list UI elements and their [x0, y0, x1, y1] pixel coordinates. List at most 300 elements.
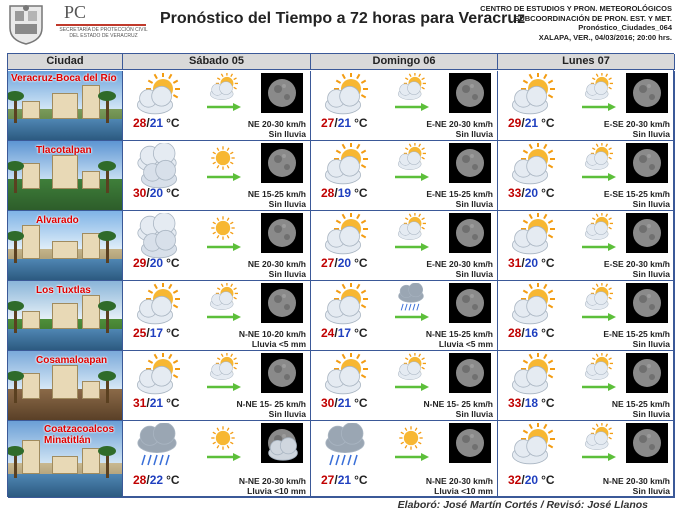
min-temperature: 17	[149, 326, 164, 340]
rain-cloud-icon	[321, 423, 369, 469]
temperature-unit: °C	[354, 186, 368, 200]
temperature-separator: /	[146, 256, 150, 270]
wind-forecast: E-NE 15-25 km/h	[603, 329, 670, 339]
max-temperature: 28	[133, 116, 147, 130]
temperature-unit: °C	[166, 256, 180, 270]
temperature-unit: °C	[166, 116, 180, 130]
city-photo-water	[8, 259, 122, 280]
rain-forecast: Sin lluvia	[455, 409, 493, 419]
wind-forecast: N-NE 20-30 km/h	[602, 476, 670, 486]
max-temperature: 29	[133, 256, 147, 270]
rain-forecast: Sin lluvia	[632, 269, 670, 279]
rain-forecast: Sin lluvia	[632, 409, 670, 419]
wind-direction-arrow-icon	[205, 103, 241, 111]
moon-phase	[261, 423, 303, 463]
moon-icon	[449, 353, 491, 393]
institution-line: Pronóstico_Ciudades_064	[578, 23, 672, 32]
temperature-separator: /	[334, 473, 338, 487]
wind-direction-arrow-icon	[205, 243, 241, 251]
city-photo-palm	[106, 452, 109, 478]
rain-forecast: Sin lluvia	[455, 269, 493, 279]
temperature-separator: /	[146, 396, 150, 410]
city-photo-building	[82, 85, 100, 119]
partly-cloudy-sun-icon	[393, 143, 429, 173]
city-photo-palm	[106, 307, 109, 333]
cloudy-icon	[133, 143, 181, 189]
moon-icon	[449, 283, 491, 323]
moon-icon	[626, 73, 668, 113]
city-photo-palm-fronds	[98, 301, 116, 311]
wind-direction-arrow-icon	[393, 103, 429, 111]
partly-cloudy-sun-icon	[321, 283, 369, 329]
min-temperature: 20	[149, 186, 164, 200]
forecast-cell	[498, 211, 675, 281]
max-temperature: 27	[321, 256, 335, 270]
min-temperature: 16	[524, 326, 539, 340]
forecast-cell	[123, 281, 311, 351]
min-temperature: 20	[524, 256, 539, 270]
forecast-cell	[123, 71, 311, 141]
forecast-cell	[498, 351, 675, 421]
moon-phase	[449, 73, 491, 113]
city-photo-building	[22, 373, 40, 399]
partly-cloudy-sun-icon	[205, 283, 241, 313]
max-temperature: 27	[321, 473, 335, 487]
institution-line: SUBCOORDINACIÓN DE PRON. EST. Y MET.	[514, 13, 672, 23]
max-temperature: 33	[508, 186, 522, 200]
moon-icon	[626, 143, 668, 183]
wind-direction-arrow-icon	[393, 383, 429, 391]
min-temperature: 20	[524, 186, 539, 200]
partly-cloudy-sun-icon	[393, 213, 429, 243]
partly-cloudy-sun-icon	[133, 73, 181, 119]
temperature-unit: °C	[541, 396, 555, 410]
wind-direction-arrow-icon	[205, 313, 241, 321]
moon-icon	[261, 73, 303, 113]
moon-cloud-icon	[261, 423, 303, 463]
rain-forecast: Sin lluvia	[455, 129, 493, 139]
wind-direction-arrow-icon	[393, 313, 429, 321]
city-photo-palm-fronds	[8, 161, 24, 171]
city-photo-building	[52, 155, 78, 189]
forecast-cell	[498, 281, 675, 351]
temperature	[508, 473, 555, 487]
partly-cloudy-sun-icon	[508, 423, 556, 469]
rain-forecast: Sin lluvia	[632, 199, 670, 209]
temperature	[133, 116, 180, 130]
city-name: Alvarado	[36, 215, 79, 226]
moon-phase	[449, 143, 491, 183]
wind-forecast: N-NE 15- 25 km/h	[423, 399, 493, 409]
temperature	[508, 256, 555, 270]
wind-direction-arrow-icon	[580, 173, 616, 181]
temperature	[508, 186, 555, 200]
rain-cloud-icon	[133, 423, 181, 469]
min-temperature: 20	[149, 256, 164, 270]
temperature	[321, 186, 368, 200]
partly-cloudy-sun-icon	[321, 353, 369, 399]
temperature-separator: /	[334, 116, 338, 130]
city-photo-building	[52, 365, 78, 399]
max-temperature: 31	[508, 256, 522, 270]
wind-forecast: E-NE 15-25 km/h	[426, 189, 493, 199]
max-temperature: 32	[508, 473, 522, 487]
moon-icon	[261, 353, 303, 393]
wind-forecast: E-SE 20-30 km/h	[603, 259, 670, 269]
max-temperature: 27	[321, 116, 335, 130]
temperature-separator: /	[146, 473, 150, 487]
temperature-unit: °C	[166, 326, 180, 340]
temperature	[508, 326, 555, 340]
moon-phase	[626, 353, 668, 393]
temperature-unit: °C	[166, 186, 180, 200]
city-photo-palm-fronds	[98, 371, 116, 381]
logo-pc-text: PC	[64, 2, 87, 22]
city-cell	[8, 141, 123, 211]
forecast-cell	[311, 351, 498, 421]
partly-cloudy-sun-icon	[205, 73, 241, 103]
max-temperature: 24	[321, 326, 335, 340]
rain-forecast: Lluvia <10 mm	[434, 486, 493, 496]
rain-forecast: Sin lluvia	[632, 129, 670, 139]
city-photo-palm	[14, 377, 17, 403]
wind-direction-arrow-icon	[393, 173, 429, 181]
wind-forecast: NE 15-25 km/h	[247, 189, 306, 199]
forecast-cell	[123, 421, 311, 498]
city-cell	[8, 211, 123, 281]
temperature	[321, 256, 368, 270]
temperature	[133, 473, 180, 487]
column-header-day: Domingo 06	[311, 54, 498, 70]
moon-phase	[449, 213, 491, 253]
wind-forecast: N-NE 20-30 km/h	[238, 476, 306, 486]
temperature	[508, 396, 555, 410]
temperature	[133, 396, 180, 410]
rain-forecast: Sin lluvia	[268, 199, 306, 209]
temperature-unit: °C	[354, 396, 368, 410]
moon-phase	[261, 73, 303, 113]
partly-cloudy-sun-icon	[580, 213, 616, 243]
max-temperature: 33	[508, 396, 522, 410]
min-temperature: 19	[337, 186, 352, 200]
city-photo-palm-fronds	[98, 161, 116, 171]
temperature-unit: °C	[354, 116, 368, 130]
temperature-unit: °C	[354, 473, 368, 487]
max-temperature: 31	[133, 396, 147, 410]
temperature-separator: /	[334, 396, 338, 410]
city-photo-building	[52, 93, 78, 119]
max-temperature: 29	[508, 116, 522, 130]
wind-forecast: E-SE 15-25 km/h	[603, 189, 670, 199]
temperature-separator: /	[521, 396, 525, 410]
city-photo-palm-fronds	[8, 371, 24, 381]
moon-phase	[626, 213, 668, 253]
wind-forecast: E-SE 20-30 km/h	[603, 119, 670, 129]
partly-cloudy-sun-icon	[321, 73, 369, 119]
city-photo-building	[52, 241, 78, 259]
moon-phase	[449, 283, 491, 323]
min-temperature: 21	[337, 396, 352, 410]
wind-forecast: E-NE 20-30 km/h	[426, 259, 493, 269]
temperature-separator: /	[521, 473, 525, 487]
city-photo-palm-fronds	[98, 231, 116, 241]
temperature-separator: /	[146, 186, 150, 200]
temperature-separator: /	[146, 116, 150, 130]
wind-forecast: N-NE 15- 25 km/h	[236, 399, 306, 409]
city-photo-building	[22, 225, 40, 259]
moon-icon	[626, 283, 668, 323]
partly-cloudy-sun-icon	[580, 353, 616, 383]
column-header-day: Sábado 05	[123, 54, 311, 70]
wind-forecast: E-NE 20-30 km/h	[426, 119, 493, 129]
city-photo-building	[52, 456, 78, 474]
institution-line: CENTRO DE ESTUDIOS Y PRON. METEOROLÓGICOS	[480, 4, 672, 13]
forecast-cell	[311, 211, 498, 281]
wind-direction-arrow-icon	[393, 453, 429, 461]
city-cell	[8, 421, 123, 498]
temperature-unit: °C	[166, 396, 180, 410]
proteccion-civil-logo	[6, 2, 146, 46]
city-photo-water	[8, 474, 122, 497]
moon-phase	[449, 353, 491, 393]
column-header-day: Lunes 07	[498, 54, 675, 70]
column-header-city: Ciudad	[8, 54, 123, 70]
institution-block	[480, 4, 672, 42]
city-photo-palm	[106, 97, 109, 123]
wind-direction-arrow-icon	[580, 453, 616, 461]
temperature-unit: °C	[541, 256, 555, 270]
temperature-unit: °C	[166, 473, 180, 487]
wind-direction-arrow-icon	[580, 103, 616, 111]
rain-forecast: Sin lluvia	[268, 409, 306, 419]
moon-phase	[261, 213, 303, 253]
min-temperature: 18	[524, 396, 539, 410]
temperature-unit: °C	[354, 256, 368, 270]
partly-cloudy-sun-icon	[508, 283, 556, 329]
city-photo-building	[52, 303, 78, 329]
logo-dependency-text: SECRETARÍA DE PROTECCIÓN CIVIL DEL ESTADO DE VERACRUZ	[59, 27, 148, 39]
partly-cloudy-sun-icon	[508, 353, 556, 399]
city-cell	[8, 351, 123, 421]
wind-forecast: NE 20-30 km/h	[247, 119, 306, 129]
moon-phase	[626, 423, 668, 463]
temperature-unit: °C	[541, 116, 555, 130]
city-photo-palm	[14, 97, 17, 123]
moon-icon	[261, 213, 303, 253]
partly-cloudy-sun-icon	[508, 143, 556, 189]
city-photo-building	[22, 311, 40, 329]
temperature	[321, 116, 368, 130]
page-title: Pronóstico del Tiempo a 72 horas para Veracruz	[160, 10, 526, 27]
wind-direction-arrow-icon	[580, 243, 616, 251]
wind-direction-arrow-icon	[580, 383, 616, 391]
partly-cloudy-sun-icon	[321, 213, 369, 259]
temperature	[133, 256, 180, 270]
min-temperature: 20	[337, 256, 352, 270]
city-cell	[8, 281, 123, 351]
logo-divider	[56, 24, 146, 26]
moon-icon	[261, 283, 303, 323]
forecast-cell	[123, 351, 311, 421]
city-photo-palm	[14, 237, 17, 263]
city-name: Coatzacoalcos Minatitlán	[44, 424, 115, 446]
sun-icon	[205, 213, 241, 243]
min-temperature: 22	[149, 473, 164, 487]
credits-footer: Elaboró: José Martín Cortés / Revisó: José Llanos	[397, 499, 648, 511]
city-photo-building	[22, 101, 40, 119]
max-temperature: 25	[133, 326, 147, 340]
moon-phase	[449, 423, 491, 463]
city-photo-water	[8, 119, 122, 140]
moon-icon	[626, 213, 668, 253]
city-photo-palm	[106, 377, 109, 403]
rain-forecast: Sin lluvia	[268, 129, 306, 139]
wind-forecast: N-NE 15-25 km/h	[425, 329, 493, 339]
forecast-table	[7, 53, 674, 497]
partly-cloudy-sun-icon	[580, 73, 616, 103]
moon-icon	[626, 353, 668, 393]
city-name: Tlacotalpan	[36, 145, 92, 156]
temperature-separator: /	[521, 256, 525, 270]
moon-phase	[261, 143, 303, 183]
veracruz-seal-icon	[6, 2, 46, 46]
temperature	[321, 326, 368, 340]
institution-line: XALAPA, VER., 04/03/2016; 20:00 hrs.	[538, 32, 672, 42]
city-photo-building	[82, 295, 100, 329]
rain-forecast: Sin lluvia	[632, 339, 670, 349]
partly-cloudy-sun-icon	[393, 353, 429, 383]
moon-phase	[261, 353, 303, 393]
city-photo-palm-fronds	[98, 91, 116, 101]
city-photo-palm	[14, 167, 17, 193]
partly-cloudy-sun-icon	[205, 353, 241, 383]
partly-cloudy-sun-icon	[133, 283, 181, 329]
wind-forecast: N-NE 10-20 km/h	[238, 329, 306, 339]
rain-forecast: Sin lluvia	[268, 269, 306, 279]
max-temperature: 30	[321, 396, 335, 410]
city-photo-building	[22, 163, 40, 189]
forecast-cell	[311, 421, 498, 498]
forecast-cell	[311, 71, 498, 141]
city-name: Los Tuxtlas	[36, 285, 91, 296]
forecast-cell	[498, 71, 675, 141]
max-temperature: 28	[133, 473, 147, 487]
temperature-separator: /	[146, 326, 150, 340]
min-temperature: 17	[337, 326, 352, 340]
max-temperature: 28	[508, 326, 522, 340]
temperature	[321, 396, 368, 410]
city-cell	[8, 71, 123, 141]
sun-icon	[205, 423, 241, 453]
moon-icon	[626, 423, 668, 463]
moon-icon	[449, 213, 491, 253]
forecast-cell	[498, 421, 675, 498]
wind-forecast: N-NE 20-30 km/h	[425, 476, 493, 486]
rain-forecast: Lluvia <5 mm	[438, 339, 493, 349]
sun-icon	[205, 143, 241, 173]
wind-forecast: NE 15-25 km/h	[611, 399, 670, 409]
temperature-separator: /	[521, 326, 525, 340]
temperature	[133, 326, 180, 340]
city-photo-building	[22, 440, 40, 474]
wind-direction-arrow-icon	[580, 313, 616, 321]
min-temperature: 21	[524, 116, 539, 130]
temperature	[508, 116, 555, 130]
city-photo-palm-fronds	[8, 231, 24, 241]
temperature-unit: °C	[354, 326, 368, 340]
partly-cloudy-sun-icon	[580, 283, 616, 313]
partly-cloudy-sun-icon	[580, 143, 616, 173]
temperature-unit: °C	[541, 186, 555, 200]
partly-cloudy-sun-icon	[321, 143, 369, 189]
moon-icon	[261, 143, 303, 183]
city-photo-building	[82, 381, 100, 399]
city-photo-palm	[106, 237, 109, 263]
partly-cloudy-sun-icon	[133, 353, 181, 399]
rain-forecast: Sin lluvia	[455, 199, 493, 209]
temperature	[321, 473, 368, 487]
city-photo-palm-fronds	[8, 91, 24, 101]
rain-forecast: Lluvia <10 mm	[247, 486, 306, 496]
forecast-cell	[498, 141, 675, 211]
partly-cloudy-sun-icon	[580, 423, 616, 453]
min-temperature: 21	[337, 116, 352, 130]
temperature-unit: °C	[541, 326, 555, 340]
rain-cloud-icon	[393, 283, 429, 313]
temperature	[133, 186, 180, 200]
temperature-unit: °C	[541, 473, 555, 487]
sun-icon	[393, 423, 429, 453]
moon-icon	[449, 423, 491, 463]
city-name: Cosamaloapan	[36, 355, 108, 366]
max-temperature: 28	[321, 186, 335, 200]
city-photo-palm	[106, 167, 109, 193]
city-photo-palm-fronds	[98, 446, 116, 456]
moon-phase	[626, 73, 668, 113]
moon-phase	[626, 143, 668, 183]
temperature-separator: /	[334, 186, 338, 200]
min-temperature: 20	[524, 473, 539, 487]
cloudy-icon	[133, 213, 181, 259]
min-temperature: 21	[149, 396, 164, 410]
forecast-cell	[123, 211, 311, 281]
city-name: Veracruz-Boca del Río	[11, 73, 117, 84]
wind-direction-arrow-icon	[205, 453, 241, 461]
moon-icon	[449, 143, 491, 183]
max-temperature: 30	[133, 186, 147, 200]
min-temperature: 21	[149, 116, 164, 130]
moon-phase	[626, 283, 668, 323]
partly-cloudy-sun-icon	[508, 213, 556, 259]
forecast-cell	[311, 281, 498, 351]
temperature-separator: /	[521, 116, 525, 130]
page-header	[0, 0, 680, 50]
forecast-cell	[311, 141, 498, 211]
temperature-separator: /	[334, 326, 338, 340]
wind-direction-arrow-icon	[205, 173, 241, 181]
min-temperature: 21	[337, 473, 352, 487]
temperature-separator: /	[334, 256, 338, 270]
city-photo-building	[82, 171, 100, 189]
forecast-cell	[123, 141, 311, 211]
city-photo-water	[8, 329, 122, 350]
temperature-separator: /	[521, 186, 525, 200]
moon-icon	[449, 73, 491, 113]
moon-phase	[261, 283, 303, 323]
city-photo-palm	[14, 307, 17, 333]
wind-direction-arrow-icon	[393, 243, 429, 251]
rain-forecast: Lluvia <5 mm	[251, 339, 306, 349]
